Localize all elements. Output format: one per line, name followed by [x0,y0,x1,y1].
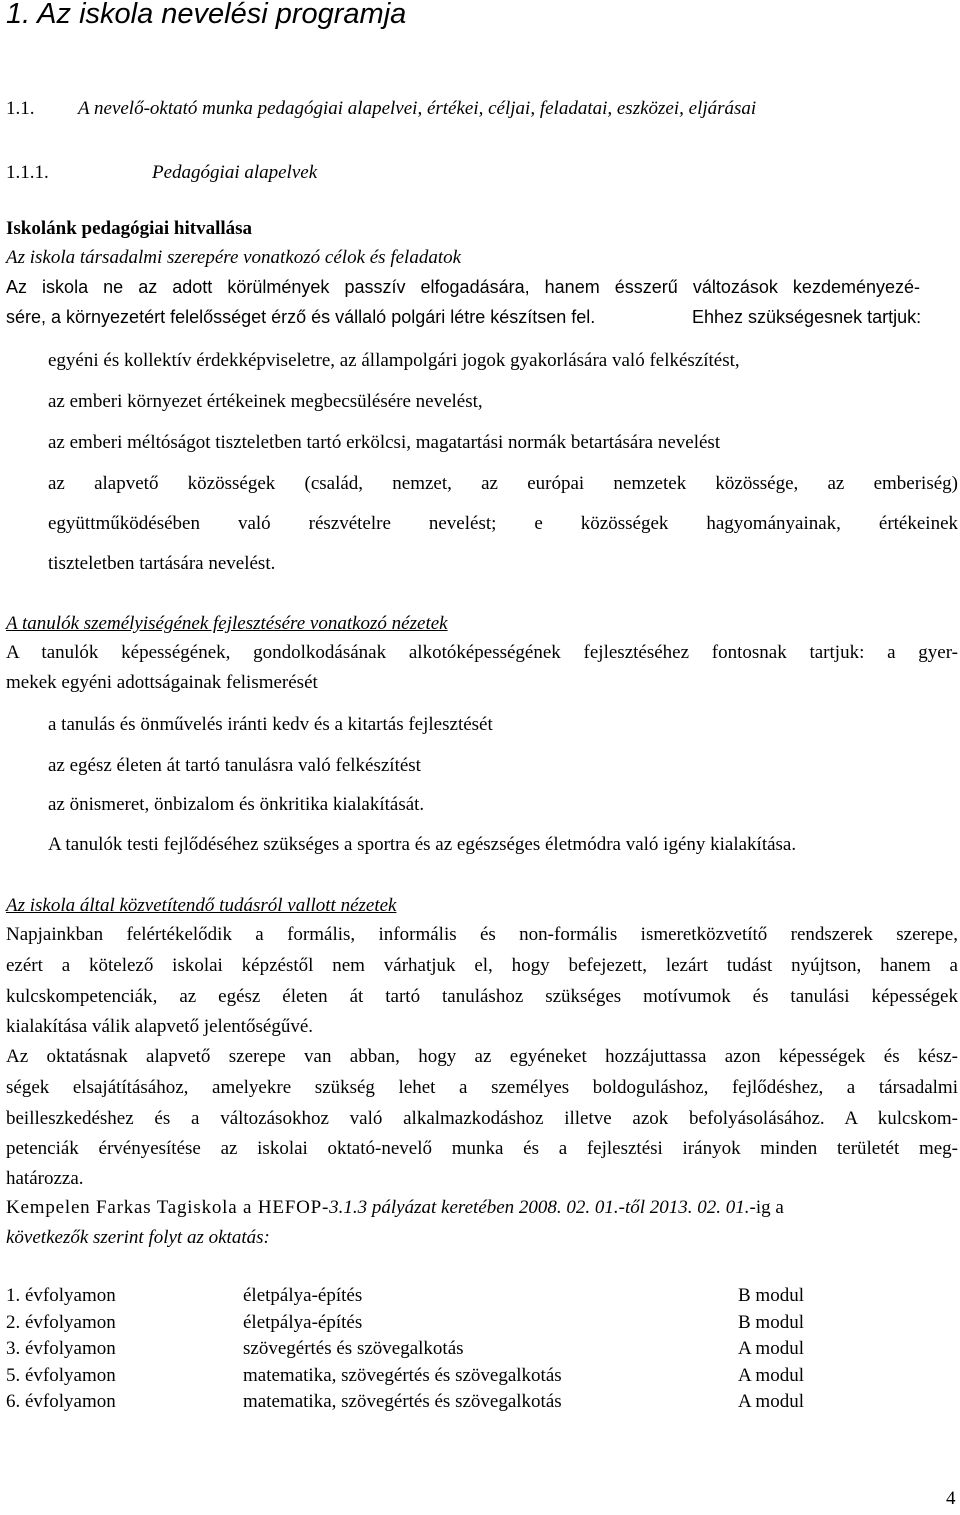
paragraph-line: beilleszkedéshez és a változásokhoz való alkalmazkodáshoz illetve azok befolyásolásához. A kulcskom- [6,1108,958,1129]
paragraph-line: petenciák érvényesítése az iskolai oktató-nevelő munka és a fejlesztési irányok minden területét meg- [6,1138,958,1159]
list-item: az önismeret, önbizalom és önkritika kialakítását. [48,794,425,815]
list-item: az alapvető közösségek (család, nemzet, az európai nemzetek közössége, az emberiség) [48,473,958,494]
paragraph-line: kulcskompetenciák, az egész életen át tartó tanuláshoz szükséges motívumok és tanulási képességek [6,986,958,1007]
grade-cell: 2. évfolyamon [6,1312,116,1333]
heading-3-text: Pedagógiai alapelvek [152,162,318,183]
project-line [6,1197,784,1219]
section-2-paragraph-line-2: mekek egyéni adottságainak felismerését [6,672,318,693]
heading-1: 1. Az iskola nevelési programja [6,0,407,30]
heading-2-number: 1.1. [6,98,35,119]
paragraph-line: határozza. [6,1168,84,1189]
grade-cell: 5. évfolyamon [6,1365,116,1386]
subject-cell: matematika, szövegértés és szövegalkotás [243,1365,562,1386]
paragraph-line: ségek elsajátításához, amelyekre szükség lehet a személyes boldoguláshoz, fejlődéshez, a társadalmi [6,1077,958,1098]
grade-cell: 3. évfolyamon [6,1338,116,1359]
heading-3 [6,162,49,184]
module-cell: A modul [738,1338,804,1359]
grade-cell: 6. évfolyamon [6,1391,116,1412]
project-text-b: 3.1.3 pályázat keretében 2008. 02. 01.-től 2013. 02. 01. [329,1197,750,1218]
subject-cell: szövegértés és szövegalkotás [243,1338,464,1359]
subject-cell: életpálya-építés [243,1285,363,1306]
list-item: a tanulás és önművelés iránti kedv és a kitartás fejlesztését [48,714,493,735]
section-1-subtitle: Az iskola társadalmi szerepére vonatkozó célok és feladatok [6,247,462,268]
heading-2-text: A nevelő-oktató munka pedagógiai alapelvei, értékei, céljai, feladatai, eszközei, eljárásai [78,98,757,119]
paragraph-line: kialakítása válik alapvető jelentőségűvé. [6,1016,314,1037]
module-cell: A modul [738,1391,804,1412]
section-3-title: Az iskola által közvetítendő tudásról vallott nézetek [6,895,397,916]
module-cell: B modul [738,1285,804,1306]
page-number: 4 [946,1488,956,1509]
section-1-paragraph-line-1: Az iskola ne az adott körülmények passzív elfogadására, hanem ésszerű változások kezdeményezé- [6,277,920,297]
grade-cell: 1. évfolyamon [6,1285,116,1306]
list-item: az emberi méltóságot tiszteletben tartó erkölcsi, magatartási normák betartására nevelést [48,432,721,453]
module-cell: A modul [738,1365,804,1386]
list-item-continued: tiszteletben tartására nevelést. [48,553,276,574]
subject-cell: életpálya-építés [243,1312,363,1333]
subject-cell: matematika, szövegértés és szövegalkotás [243,1391,562,1412]
list-item: az egész életen át tartó tanulásra való felkészítést [48,755,421,776]
section-1-title: Iskolánk pedagógiai hitvallása [6,218,253,239]
section-2-title: A tanulók személyiségének fejlesztésére vonatkozó nézetek [6,613,448,634]
list-item: egyéni és kollektív érdekképviseletre, az állampolgári jogok gyakorlására való felkészítést, [48,350,740,371]
module-cell: B modul [738,1312,804,1333]
project-text-c: -ig a [749,1197,784,1218]
list-item: A tanulók testi fejlődéséhez szükséges a sportra és az egészséges életmódra való igény kialakítása. [48,834,797,855]
project-text-a: Kempelen Farkas Tagiskola a HEFOP- [6,1197,330,1218]
section-2-paragraph-line-1: A tanulók képességének, gondolkodásának alkotóképességének fejlesztéséhez fontosnak tartjuk: a gyer- [6,642,958,663]
heading-2 [6,98,35,120]
paragraph-line: ezért a kötelező iskolai képzéstől nem várhatjuk el, hogy befejezett, lezárt tudást nyújtson, hanem a [6,955,958,976]
project-line-2: következők szerint folyt az oktatás: [6,1227,270,1248]
section-1-paragraph-line-2b: Ehhez szükségesnek tartjuk: [692,307,922,327]
heading-3-number: 1.1.1. [6,162,49,183]
section-1-paragraph-line-2a: sére, a környezetért felelősséget érző és vállaló polgári létre készítsen fel. [6,307,596,327]
paragraph-line: Az oktatásnak alapvető szerepe van abban, hogy az egyéneket hozzájuttassa azon képességek és kész- [6,1046,958,1067]
list-item-continued: együttműködésében való részvételre nevelést; e közösségek hagyományainak, értékeinek [48,513,958,534]
paragraph-line: Napjainkban felértékelődik a formális, informális és non-formális ismeretközvetítő rendszerek szerepe, [6,924,958,945]
list-item: az emberi környezet értékeinek megbecsülésére nevelést, [48,391,483,412]
